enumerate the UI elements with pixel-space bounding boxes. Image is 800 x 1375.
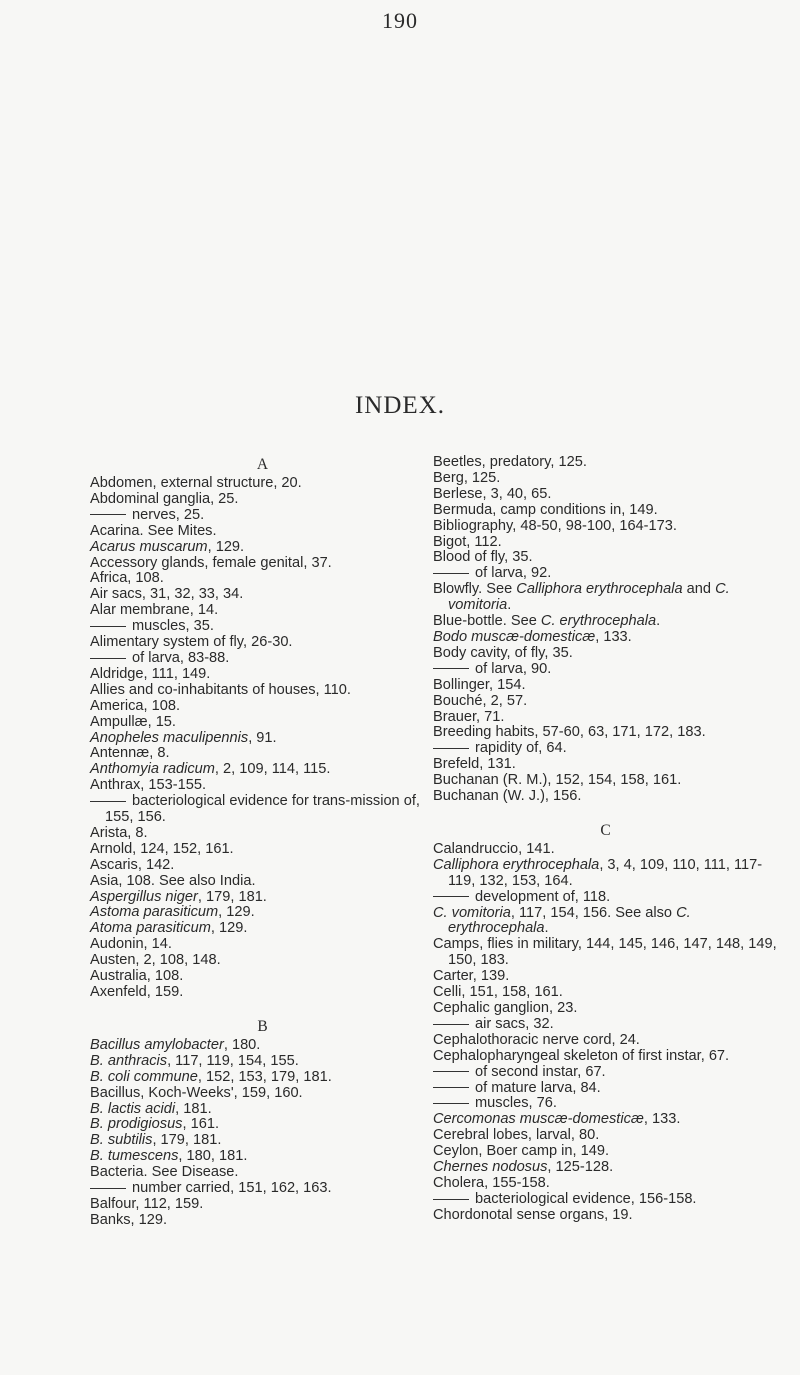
index-entry [90, 619, 435, 635]
index-entry [433, 741, 778, 757]
index-entry [90, 540, 435, 556]
entry-italic-text: Chernes nodosus [433, 1159, 548, 1176]
index-entry [90, 571, 435, 587]
entry-text: air sacs, 32. [475, 1015, 554, 1032]
index-entry [90, 731, 435, 747]
index-entry [433, 550, 778, 566]
index-entry [433, 1160, 778, 1176]
entry-text: Alar membrane, 14. [90, 602, 219, 619]
index-entry [90, 715, 435, 731]
entry-text: Cholera, 155-158. [433, 1174, 550, 1191]
entry-text: of mature larva, 84. [475, 1079, 601, 1096]
index-entry [433, 582, 778, 614]
index-entry [433, 535, 778, 551]
entry-text: Bouché, 2, 57. [433, 692, 528, 709]
index-entry [433, 1017, 778, 1033]
entry-text: , 133. [595, 628, 632, 645]
entry-text: of larva, 83-88. [132, 649, 230, 666]
index-entry [90, 778, 435, 794]
index-entry [433, 1033, 778, 1049]
right-column [433, 455, 778, 1224]
entry-italic-text: C. erythrocephala [540, 613, 657, 630]
entry-text: Antennæ, 8. [90, 745, 170, 762]
entry-text: of second instar, 67. [475, 1063, 606, 1080]
entry-text: rapidity of, 64. [475, 740, 567, 757]
entry-text: nerves, 25. [132, 506, 205, 523]
index-entry [90, 476, 435, 492]
entry-text: Abdomen, external structure, 20. [90, 475, 302, 491]
index-entry [433, 1081, 778, 1097]
index-entry [90, 1165, 435, 1181]
index-entry [90, 969, 435, 985]
index-entry [433, 725, 778, 741]
entry-italic-text: Astoma parasiticum [90, 904, 219, 921]
ditto-dash [90, 1188, 126, 1189]
entry-text: development of, 118. [475, 888, 611, 905]
entry-text: muscles, 35. [132, 618, 214, 635]
ditto-dash [433, 1103, 469, 1104]
section-letter: C [600, 821, 611, 839]
entry-text: Berg, 125. [433, 469, 501, 486]
index-entry [433, 694, 778, 710]
index-entry [90, 699, 435, 715]
entry-text: Air sacs, 31, 32, 33, 34. [90, 586, 244, 603]
index-entry [433, 1176, 778, 1192]
entry-text: , 129. [207, 538, 245, 555]
ditto-dash [433, 668, 469, 669]
entry-text: Bigot, 112. [433, 533, 502, 550]
index-entry [90, 1038, 435, 1054]
index-entry [433, 630, 778, 646]
index-entry [90, 921, 435, 937]
index-entry [433, 710, 778, 726]
index-entry [90, 905, 435, 921]
index-entry [90, 524, 435, 540]
index-entry [90, 890, 435, 906]
ditto-dash [433, 896, 469, 897]
entry-text: Axenfeld, 159. [90, 984, 184, 1000]
entry-text: , 180. [223, 1036, 261, 1053]
index-entry [90, 937, 435, 953]
entry-italic-text: Bacillus amylobacter [90, 1036, 224, 1053]
entry-text: Bacillus, Koch-Weeks', 159, 160. [90, 1084, 303, 1101]
index-entry [90, 874, 435, 890]
entry-text: number carried, 151, 162, 163. [132, 1180, 332, 1197]
index-entry [433, 789, 778, 805]
entry-text: . [544, 920, 549, 937]
index-entry [90, 1213, 435, 1229]
entry-text: , 129. [218, 904, 255, 921]
index-entry [433, 678, 778, 694]
entry-text: Calandruccio, 141. [433, 840, 555, 857]
index-entry [433, 646, 778, 662]
entry-text: , 179, 181. [152, 1132, 222, 1149]
index-entry [90, 1117, 435, 1133]
ditto-dash [433, 1199, 469, 1200]
entry-text: Arnold, 124, 152, 161. [90, 840, 234, 857]
page-number: 190 [382, 8, 418, 33]
index-entry [433, 1049, 778, 1065]
entry-text: Cephalothoracic nerve cord, 24. [433, 1031, 640, 1048]
index-entry [90, 556, 435, 572]
index-entry [90, 667, 435, 683]
ditto-dash [90, 658, 126, 659]
section-gap [433, 805, 778, 821]
entry-italic-text: C. vomitoria [433, 904, 511, 921]
entry-text: , 2, 109, 114, 115. [214, 761, 331, 778]
index-entry [433, 985, 778, 1001]
index-title: INDEX. [354, 392, 445, 419]
entry-text: , 129. [210, 920, 248, 937]
index-entry [90, 826, 435, 842]
index-entry [433, 1192, 778, 1208]
entry-italic-text: Bodo muscæ-domesticæ [433, 628, 596, 645]
entry-text: , 125-128. [547, 1159, 614, 1176]
index-entry [433, 519, 778, 535]
entry-text: Anthrax, 153-155. [90, 777, 207, 794]
entry-text: Alimentary system of fly, 26-30. [90, 634, 293, 651]
entry-italic-text: B. tumescens [90, 1148, 179, 1165]
entry-text: Acarina. See Mites. [90, 522, 217, 539]
entry-text: Chordonotal sense organs, 19. [433, 1206, 633, 1223]
entry-italic-text: Aspergillus niger [90, 888, 198, 905]
entry-text: Body cavity, of fly, 35. [433, 644, 573, 661]
index-entry [433, 455, 778, 471]
index-entry [433, 662, 778, 678]
entry-text: Austen, 2, 108, 148. [90, 952, 221, 969]
entry-text: Africa, 108. [90, 570, 164, 587]
ditto-dash [433, 573, 469, 574]
entry-text: Breeding habits, 57-60, 63, 171, 172, 183. [433, 724, 706, 741]
ditto-dash [433, 1024, 469, 1025]
entry-text: . [656, 613, 661, 630]
entry-italic-text: Anopheles maculipennis [90, 729, 249, 746]
index-entry [433, 471, 778, 487]
entry-text: bacteriological evidence, 156-158. [475, 1190, 697, 1207]
index-entry [433, 773, 778, 789]
index-entry [433, 757, 778, 773]
entry-text: Bollinger, 154. [433, 676, 526, 693]
index-entry [433, 1065, 778, 1081]
entry-text: Banks, 129. [90, 1211, 168, 1228]
index-entry [90, 746, 435, 762]
index-entry [90, 858, 435, 874]
index-entry [90, 1102, 435, 1118]
entry-text: Camps, flies in military, 144, 145, 146, 147, 148, 149, 150, 183. [433, 936, 777, 969]
index-entry [90, 794, 435, 826]
entry-text: Aldridge, 111, 149. [90, 665, 211, 682]
index-entry [433, 614, 778, 630]
entry-text: Bacteria. See Disease. [90, 1164, 239, 1181]
index-entry [90, 1181, 435, 1197]
index-entry [433, 969, 778, 985]
entry-text: America, 108. [90, 697, 181, 714]
entry-italic-text: B. prodigiosus [90, 1116, 183, 1133]
index-entry [90, 953, 435, 969]
index-entry [433, 1096, 778, 1112]
entry-text: Celli, 151, 158, 161. [433, 984, 563, 1001]
index-entry [433, 487, 778, 503]
index-entry [433, 906, 778, 938]
index-entry [90, 635, 435, 651]
entry-text: Brefeld, 131. [433, 756, 516, 773]
entry-text: Beetles, predatory, 125. [433, 454, 587, 470]
index-entry [90, 842, 435, 858]
entry-italic-text: Cercomonas muscæ-domesticæ [433, 1111, 644, 1128]
entry-text: Cephalopharyngeal skeleton of first instar, 67. [433, 1047, 730, 1064]
index-entry [90, 1070, 435, 1086]
entry-text: , 179, 181. [197, 888, 267, 905]
ditto-dash [90, 801, 126, 802]
index-entry [90, 683, 435, 699]
entry-text: , 152, 153, 179, 181. [197, 1068, 332, 1085]
entry-text: , 117, 154, 156. See also [510, 904, 677, 921]
index-entry [433, 842, 778, 858]
entry-text: Cephalic ganglion, 23. [433, 1000, 578, 1016]
entry-text: Ascaris, 142. [90, 856, 175, 873]
index-entry [433, 1112, 778, 1128]
index-entry [433, 1208, 778, 1224]
entry-italic-text: B. lactis acidi [90, 1100, 176, 1117]
section-gap [90, 1001, 435, 1017]
entry-text: , 3, 4, 109, 110, 111, 117-119, 132, 153, 164. [448, 856, 763, 889]
index-entry [433, 858, 778, 890]
ditto-dash [433, 748, 469, 749]
index-entry [90, 762, 435, 778]
entry-italic-text: B. subtilis [90, 1132, 153, 1149]
entry-italic-text: Acarus muscarum [90, 538, 208, 555]
entry-text: Arista, 8. [90, 824, 148, 841]
entry-text: bacteriological evidence for trans-mission of, 155, 156. [105, 793, 420, 826]
entry-text: , 181. [175, 1100, 212, 1117]
entry-text: , 133. [643, 1111, 681, 1128]
entry-text: Bibliography, 48-50, 98-100, 164-173. [433, 517, 677, 534]
index-entry [433, 566, 778, 582]
index-entry [90, 1086, 435, 1102]
entry-text: . [507, 597, 512, 614]
index-entry [90, 1054, 435, 1070]
entry-italic-text: Anthomyia radicum [90, 761, 215, 778]
index-entry [90, 1197, 435, 1213]
entry-italic-text: Calliphora erythrocephala [433, 856, 600, 873]
entry-text: Audonin, 14. [90, 936, 172, 953]
index-entry [90, 985, 435, 1001]
index-entry [433, 1128, 778, 1144]
entry-text: , 117, 119, 154, 155. [167, 1052, 299, 1069]
entry-text: Carter, 139. [433, 968, 510, 985]
entry-text: Abdominal ganglia, 25. [90, 490, 239, 507]
index-entry [90, 1133, 435, 1149]
entry-text: Blood of fly, 35. [433, 549, 533, 566]
index-entry [90, 651, 435, 667]
index-entry [90, 587, 435, 603]
entry-text: Brauer, 71. [433, 708, 505, 725]
ditto-dash [433, 1087, 469, 1088]
entry-text: Blowfly. See [433, 581, 517, 598]
entry-text: muscles, 76. [475, 1095, 557, 1112]
index-entry [433, 890, 778, 906]
entry-text: Buchanan (R. M.), 152, 154, 158, 161. [433, 772, 682, 789]
section-letter: A [256, 456, 269, 473]
entry-text: Ampullæ, 15. [90, 713, 176, 730]
entry-text: of larva, 92. [475, 565, 552, 582]
entry-text: Bermuda, camp conditions in, 149. [433, 501, 658, 518]
entry-text: Blue-bottle. See [433, 613, 541, 630]
entry-italic-text: C. erythrocephala [448, 904, 691, 937]
entry-italic-text: Calliphora erythrocephala [516, 581, 683, 598]
ditto-dash [90, 514, 126, 515]
entry-text: Allies and co-inhabitants of houses, 110. [90, 681, 351, 698]
entry-text: Australia, 108. [90, 968, 184, 985]
entry-italic-text: B. anthracis [90, 1052, 168, 1069]
entry-text: Accessory glands, female genital, 37. [90, 554, 332, 571]
entry-text: Balfour, 112, 159. [90, 1195, 204, 1212]
entry-text: Asia, 108. See also India. [90, 872, 256, 889]
entry-text: Berlese, 3, 40, 65. [433, 485, 552, 502]
entry-italic-text: B. coli commune [90, 1068, 198, 1085]
ditto-dash [433, 1071, 469, 1072]
entry-text: , 180, 181. [178, 1148, 248, 1165]
entry-text: Buchanan (W. J.), 156. [433, 788, 582, 805]
entry-text: Cerebral lobes, larval, 80. [433, 1127, 600, 1144]
entry-text: , 91. [248, 729, 277, 746]
index-entry [433, 1144, 778, 1160]
entry-text: of larva, 90. [475, 660, 552, 677]
entry-italic-text: Atoma parasiticum [90, 920, 211, 937]
index-entry [90, 1149, 435, 1165]
entry-text: Ceylon, Boer camp in, 149. [433, 1143, 610, 1160]
ditto-dash [90, 626, 126, 627]
index-entry [433, 1001, 778, 1017]
entry-text: and [682, 581, 716, 598]
section-letter: B [257, 1017, 268, 1035]
index-entry [433, 503, 778, 519]
left-column [90, 455, 435, 1229]
index-entry [90, 508, 435, 524]
index-entry [90, 603, 435, 619]
entry-text: , 161. [182, 1116, 219, 1133]
index-entry [433, 937, 778, 969]
index-entry [90, 492, 435, 508]
entry-italic-text: C. vomitoria [448, 581, 730, 614]
